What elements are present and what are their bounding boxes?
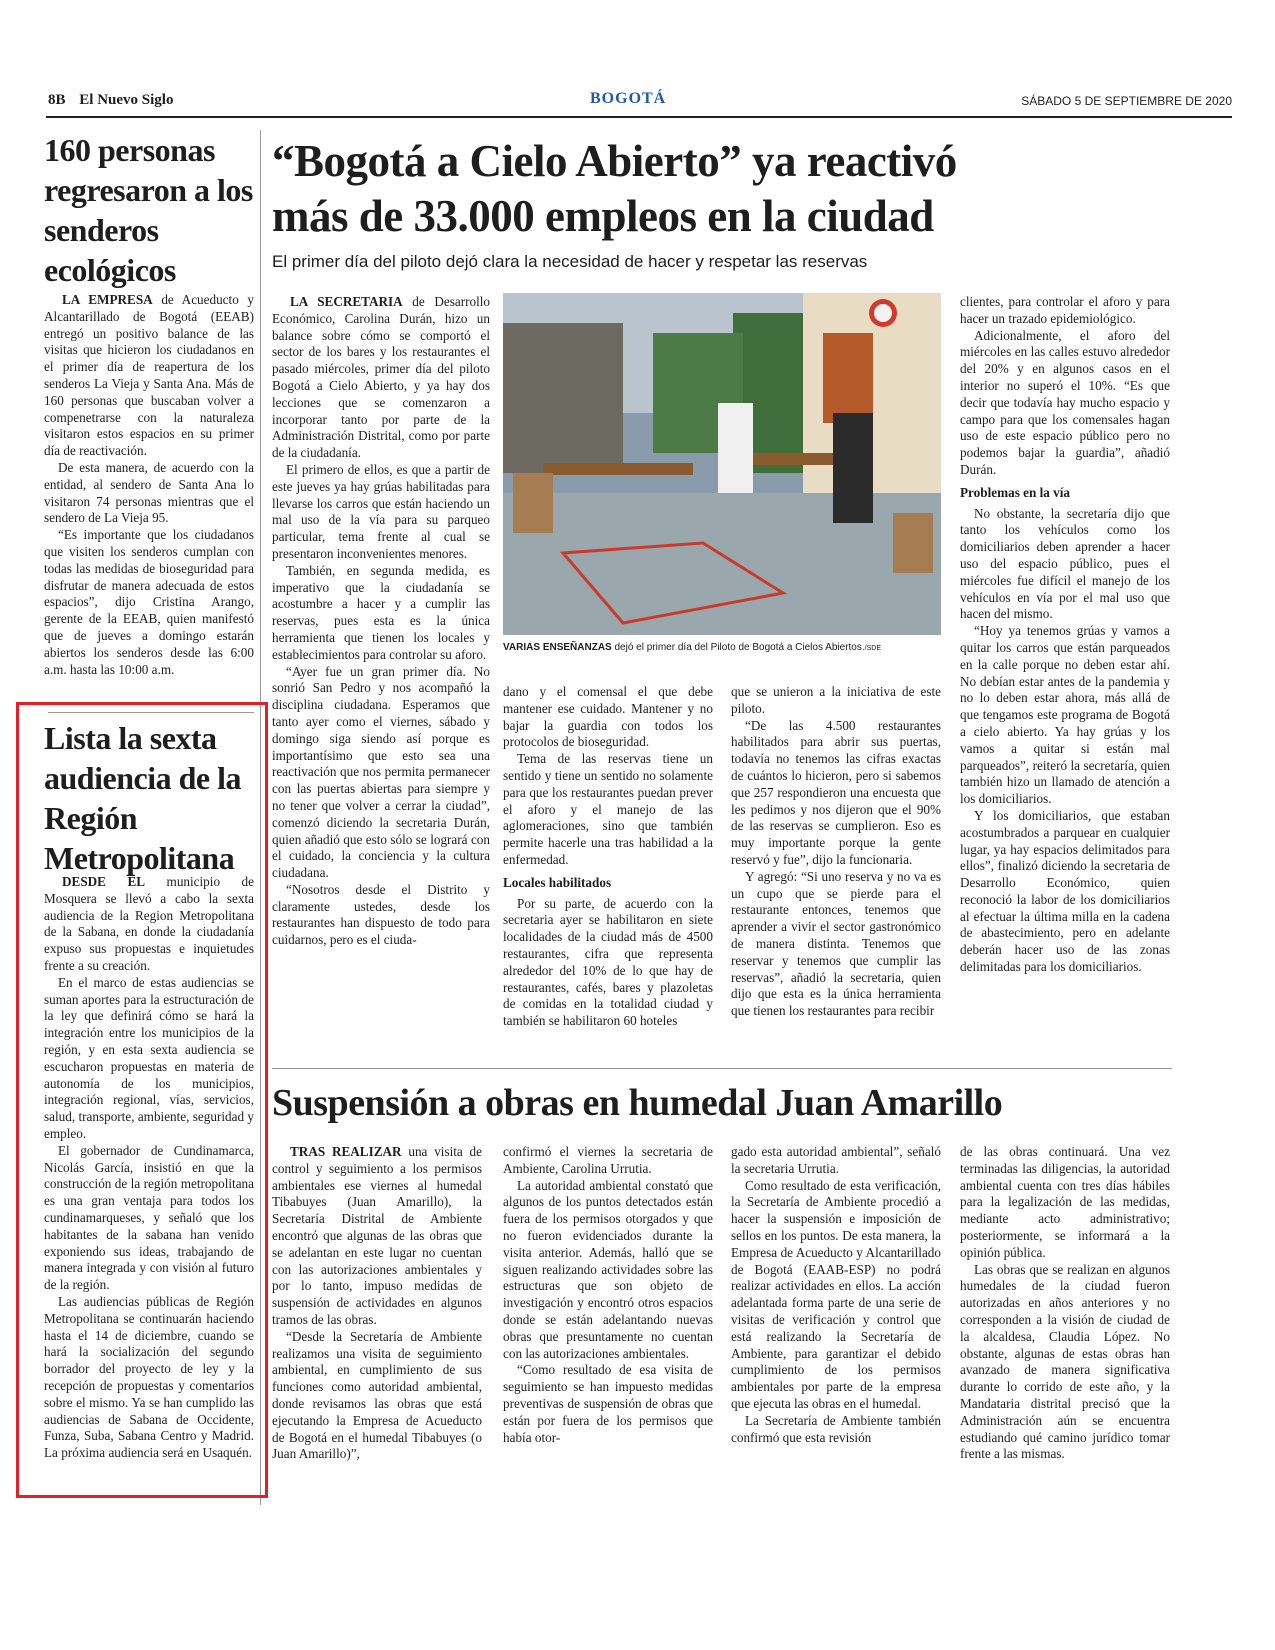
- paragraph: “Como resultado de esa visita de seguimiento se han impuesto medidas preventivas de suspensión de obras que están por fuera de los permisos que había otor-: [503, 1362, 713, 1445]
- paragraph: También, en segunda medida, es imperativo que la ciudadanía se acostumbre a hacer y a cumplir las reservas, pues esta es la única herramienta que tienen los locales y establecimientos para controlar su aforo.: [272, 562, 490, 662]
- side-story-1-headline: 160 personas regresaron a los senderos ecológicos: [44, 132, 253, 288]
- paragraph: La Secretaría de Ambiente también confirmó que esta revisión: [731, 1412, 941, 1445]
- main-lead: LA SECRETARIA: [290, 294, 403, 309]
- paragraph: De esta manera, de acuerdo con la entidad, al sendero de Santa Ana lo visitaron 74 personas mientras que el sendero de La Vieja 95.: [44, 459, 254, 526]
- paragraph: Por su parte, de acuerdo con la secretaria ayer se habilitaron en siete localidades de la ciudad más de 4500 restaurantes, cifra que representa alrededor del 10% de lo que hay de restaurantes, cafés, bares y plazoletas de comidas en la totalidad ciudad y también se habilitaron 60 hoteles: [503, 895, 713, 1029]
- suspension-headline: Suspensión a obras en humedal Juan Amarillo: [272, 1082, 1003, 1124]
- paragraph: El primero de ellos, es que a partir de este jueves ya hay grúas habilitadas para llevarse los carros que están haciendo un mal uso de la vía para su parqueo particular, tema frente al cual se presentaron inconvenientes menores.: [272, 461, 490, 561]
- suspension-col-3: [731, 1144, 941, 1490]
- paragraph: de las obras continuará. Una vez terminadas las diligencias, la autoridad ambiental cuenta con tres días hábiles para la legalización de las medidas, mediante acto administrativo; posteriormente, se informará a la opinión pública.: [960, 1144, 1170, 1260]
- main-col-1: LA SECRETARIA de Desarrollo Económico, Carolina Durán, hizo un balance sobre cómo se comportó el sector de los bares y los restaurantes el pasado miércoles, primer día del piloto Bogotá a Cielo Abierto, y ya hay dos lecciones que se comenzaron a incorporar tanto por parte de la Administración Distrital, como por parte de la ciudadanía. El primero de ellos, es que a partir de este jueves ya hay grúas habilitadas para llevarse los carros que están haciendo un mal uso de la vía para su parqueo particular, tema frente al cual se presentaron inconvenientes menores. También, en segunda medida, es imperativo que la ciudadanía se acostumbre a hacer y a cumplir las reservas, pues esta es la única herramienta que tienen los locales y establecimientos para controlar su aforo. “Ayer fue un gran primer día. No sonrió San Pedro y nos acompañó la disciplina ciudadana. Esperamos que tanto ayer como el viernes, sábado y domingo siga siendo así porque es importantísimo que esto sea una reactivación que nos permita permanecer con las puertas abiertas para siempre y no tener que volver a cerrar la ciudad”, comenzó diciendo la secretaria Durán, quien añadió que esto sólo se logrará con el cuidado, la conciencia y la cultura ciudadana. “Nosotros desde el Distrito y claramente ustedes, desde los restaurantes han dispuesto de todo para cuidarnos, pero es el ciuda-: [272, 294, 490, 948]
- paragraph: “De las 4.500 restaurantes habilitados para abrir sus puertas, todavía no tenemos las cifras exactas de cuántos lo hicieron, pero si sabemos que 257 respondieron una encuesta que les pedimos y nos dijeron que el 90% de las reservas se cumplieron. Eso es muy importante porque la gente reservó y fue”, dijo la funcionaria.: [731, 717, 941, 867]
- paragraph: El gobernador de Cundinamarca, Nicolás García, insistió en que la construcción de la región metropolitana es una gran ventaja para todos los cundinamarqueses, y señaló que los habitantes de la sabana han venido exponiendo sus ideas, trabajando de manera integrada y con visión al futuro de la región.: [44, 1142, 254, 1293]
- paragraph: No obstante, la secretaría dijo que tanto los vehículos como los domiciliarios deben aprender a hacer uso del espacio público, pues el miércoles fue difícil el manejo de los vehículos en vía por el mal uso que hacen del mismo.: [960, 505, 1170, 622]
- suspension-lead: TRAS REALIZAR: [290, 1144, 402, 1159]
- paragraph: Como resultado de esta verificación, la Secretaría de Ambiente procedió a hacer la suspensión e imposición de sellos en los puntos. De esta manera, la Empresa de Acueducto y Alcantarillado de Bogotá (EAAB-ESP) no podrá realizar actividades en ellos. La acción adelantada forma parte de una serie de visitas de verificación y control que está realizando la Secretaría de Ambiente, para garantizar el debido cumplimiento de los permisos ambientales por parte de la empresa que ejecuta las obras en el humedal.: [731, 1177, 941, 1411]
- paragraph: gado esta autoridad ambiental”, señaló la secretaria Urrutia.: [731, 1144, 941, 1176]
- outdoor-dining-image: [503, 293, 941, 635]
- paragraph: En el marco de estas audiencias se suman aportes para la estructuración de la ley que definirá cómo se hará la integración entre los municipios de la región, y en esta sexta audiencia se escucharon propuestas en materia de autonomía de los municipios, integración regional, vías, servicios, salud, transporte, ambiente, seguridad y empleo.: [44, 974, 254, 1141]
- suspension-col-1: TRAS REALIZAR una visita de control y seguimiento a los permisos ambientales ese viernes al humedal Tibabuyes (Juan Amarillo), la Secretaría Distrital de Ambiente encontró que algunas de las obras que se adelantan en este lugar no cuentan con las autorizaciones ambientales y por lo tanto, impuso medidas de suspensión de actividades en algunos tramos de las obras. “Desde la Secretaría de Ambiente realizamos una visita de seguimiento ambiental, en cumplimiento de sus funciones como autoridad ambiental, donde revisamos las obras que está ejecutando la Empresa de Acueducto de Bogotá en el humedal Tibabuyes (o Juan Amarillo)”,: [272, 1144, 482, 1462]
- newspaper-name: El Nuevo Siglo: [79, 92, 174, 108]
- paragraph: “Ayer fue un gran primer día. No sonrió San Pedro y nos acompañó la disciplina ciudadana. Esperamos que tanto ayer como el viernes, sábado y domingo siga siendo así porque es importantísimo que esto sea una reactivación que nos permita permanecer con las puertas abiertas para siempre y no tener que volver a cerrar la ciudad”, comenzó diciendo la secretaria Durán, quien añadió que esto sólo se logrará con el cuidado, la conciencia y la cultura ciudadana.: [272, 663, 490, 881]
- paragraph: La autoridad ambiental constató que algunos de los puntos detectados están fuera de los permisos otorgados y que no fueron evidenciados durante la visita anterior. Además, halló que se siguen realizando actividades sobre las estructuras que son objeto de investigación y encontró otros espacios donde se están adelantando nuevas obras que presuntamente no cuentan con las autorizaciones ambientales.: [503, 1177, 713, 1361]
- paragraph: Las obras que se realizan en algunos humedales de la ciudad fueron autorizadas en años anteriores y no corresponden a la visión de ciudad de la alcaldesa, Claudia López. No obstante, algunas de estas obras han avanzado de manera significativa durante lo corrido de este año, y la Mandataria distrital precisó que la Administración aún se encuentra estudiando qué camino jurídico tomar frente a las mismas.: [960, 1261, 1170, 1462]
- subhead-via: Problemas en la vía: [960, 484, 1071, 500]
- paragraph: “Es importante que los ciudadanos que visiten los senderos cumplan con todas las medidas de bioseguridad para disfrutar de manera adecuada de estos espacios”, dijo Cristina Arango, gerente de la EEAB, quien manifestó que de jueves a domingo estarán abiertos los senderos desde las 6:00 a.m. hasta las 10:00 a.m.: [44, 527, 254, 677]
- paragraph: “Hoy ya tenemos grúas y vamos a quitar los carros que están parqueados en la calle porque no deben estar ahí. No debían estar antes de la pandemia y no lo deben estar ahora, más allá de que tengamos este programa de Bogotá a cielo abierto. Ya hay grúas y los vamos a quitar si están mal parqueados”, reiteró la secretaría, quien también hizo un llamado de atención a los domiciliarios.: [960, 623, 1170, 807]
- paragraph: confirmó el viernes la secretaria de Ambiente, Carolina Urrutia.: [503, 1144, 713, 1176]
- issue-date: SÁBADO 5 DE SEPTIEMBRE DE 2020: [1021, 94, 1232, 108]
- section-title: BOGOTÁ: [590, 90, 667, 107]
- side-story-2-headline: Lista la sexta audiencia de la Región Metropolitana: [44, 720, 241, 876]
- suspension-col-2: [503, 1144, 713, 1490]
- paragraph: “Nosotros desde el Distrito y claramente ustedes, desde los restaurantes han dispuesto de todo para cuidarnos, pero es el ciuda-: [272, 881, 490, 948]
- page-number: 8B: [48, 92, 66, 108]
- photo-caption: VARIAS ENSEÑANZAS dejó el primer día del Piloto de Bogotá a Cielos Abiertos./SDE: [503, 642, 881, 653]
- suspension-col-4: [960, 1144, 1170, 1490]
- masthead: [48, 92, 183, 109]
- side-story-1-body: LA EMPRESA de Acueducto y Alcantarillado de Bogotá (EEAB) entregó un positivo balance de las visitas que hicieron los ciudadanos en el primer día de reapertura de los senderos La Vieja y Santa Ana. Más de 160 personas que buscaban volver a compenetrarse con la naturaleza visitaron estos espacios en su primer día de reactivación. De esta manera, de acuerdo con la entidad, al sendero de Santa Ana lo visitaron 74 personas mientras que el sendero de La Vieja 95. “Es importante que los ciudadanos que visiten los senderos cumplan con todas las medidas de bioseguridad para disfrutar de manera adecuada de estos espacios”, dijo Cristina Arango, gerente de la EEAB, quien manifestó que de jueves a domingo estarán abiertos los senderos desde las 6:00 a.m. hasta las 10:00 a.m.: [44, 292, 254, 677]
- paragraph: “Desde la Secretaría de Ambiente realizamos una visita de seguimiento ambiental, en cumplimiento de sus funciones como autoridad ambiental, donde revisamos las obras que está ejecutando la Empresa de Acueducto de Bogotá en el humedal Tibabuyes (o Juan Amarillo)”,: [272, 1328, 482, 1462]
- main-deck: El primer día del piloto dejó clara la necesidad de hacer y respetar las reservas: [272, 252, 868, 271]
- subhead-locales: Locales habilitados: [503, 874, 612, 890]
- main-col-4: [960, 294, 1170, 1060]
- paragraph: clientes, para controlar el aforo y para hacer un trazado epidemiológico.: [960, 294, 1170, 326]
- main-headline: “Bogotá a Cielo Abierto” ya reactivó más de 33.000 empleos en la ciudad: [272, 136, 957, 241]
- paragraph: Y los domiciliarios, que estaban acostumbrados a parquear en cualquier lugar, ya hay espacios delimitados para ellos”, finalizó diciendo la secretaria de Desarrollo Económico, quien reconoció la labor de los domiciliarios al efectuar la última milla en la cadena de abastecimiento, pero en adelante deberán hacer uso de las zonas delimitadas para los domiciliarios.: [960, 807, 1170, 975]
- paragraph: que se unieron a la iniciativa de este piloto.: [731, 684, 941, 716]
- side-story-2-body: DESDE EL municipio de Mosquera se llevó a cabo la sexta audiencia de la Region Metropolitana de la Sabana, en donde la ciudadanía expuso sus propuestas e inquietudes frente a su creación. En el marco de estas audiencias se suman aportes para la estructuración de la ley que definirá cómo se hará la integración entre los municipios de la región, y en esta sexta audiencia se escucharon propuestas en materia de autonomía de los municipios, integración regional, vías, servicios, salud, transporte, ambiente, seguridad y empleo. El gobernador de Cundinamarca, Nicolás García, insistió en que la construcción de la región metropolitana es una gran ventaja para todos los cundinamarqueses, y señaló que los habitantes de la sabana han venido exponiendo sus ideas, trabajando de manera integrada y con visión al futuro de la región. Las audiencias públicas de Región Metropolitana se continuarán haciendo hasta el 14 de diciembre, cuando se hará la socialización del segundo borrador del proyecto de ley y la recepción de propuestas y comentarios sobre el mismo. Ya se han cumplido las audiencias de Sabana de Occidente, Funza, Suba, Sabana Centro y Madrid. La próxima audiencia será en Usaquén.: [44, 874, 254, 1461]
- restaurant-photo: [503, 293, 941, 635]
- header-rule: [46, 116, 1232, 118]
- side-story-2-lead: DESDE EL: [62, 874, 146, 889]
- paragraph: Tema de las reservas tiene un sentido y tiene un sentido no solamente para que los restaurantes puedan prever el aforo y el manejo de las aglomeraciones, sino que también permite hacerle una tras habilidad a la enfermedad.: [503, 751, 713, 867]
- paragraph: Adicionalmente, el aforo del miércoles en las calles estuvo alrededor del 20% y en algunos casos en el interior no superó el 10%. “Es que decir que todavía hay mucho espacio y campo para que los comensales hagan uso de este espacio público pero no podemos bajar la guardia”, añadió Durán.: [960, 327, 1170, 477]
- paragraph: dano y el comensal el que debe mantener ese cuidado. Mantener y no bajar la guardia con todos los protocolos de bioseguridad.: [503, 684, 713, 750]
- section-divider: [272, 1068, 1172, 1069]
- main-col-3: [731, 684, 941, 1060]
- paragraph: Y agregó: “Si uno reserva y no va es un cupo que se pierde para el restaurante entonces, tenemos que aprender a vivir el sector gastronómico de manera distinta. Tenemos que reservar y tenemos que cumplir las reservas”, añadió la secretaria, quien dijo que esta es la única herramienta que tienen los restaurantes para recibir: [731, 868, 941, 1019]
- paragraph: Las audiencias públicas de Región Metropolitana se continuarán haciendo hasta el 14 de diciembre, cuando se hará la socialización del segundo borrador del proyecto de ley y la recepción de propuestas y comentarios sobre el mismo. Ya se han cumplido las audiencias de Sabana de Occidente, Funza, Suba, Sabana Centro y Madrid. La próxima audiencia será en Usaquén.: [44, 1293, 254, 1461]
- side-story-1-lead: LA EMPRESA: [62, 292, 153, 307]
- main-col-2: [503, 684, 713, 1060]
- photo-credit: /SDE: [864, 645, 881, 652]
